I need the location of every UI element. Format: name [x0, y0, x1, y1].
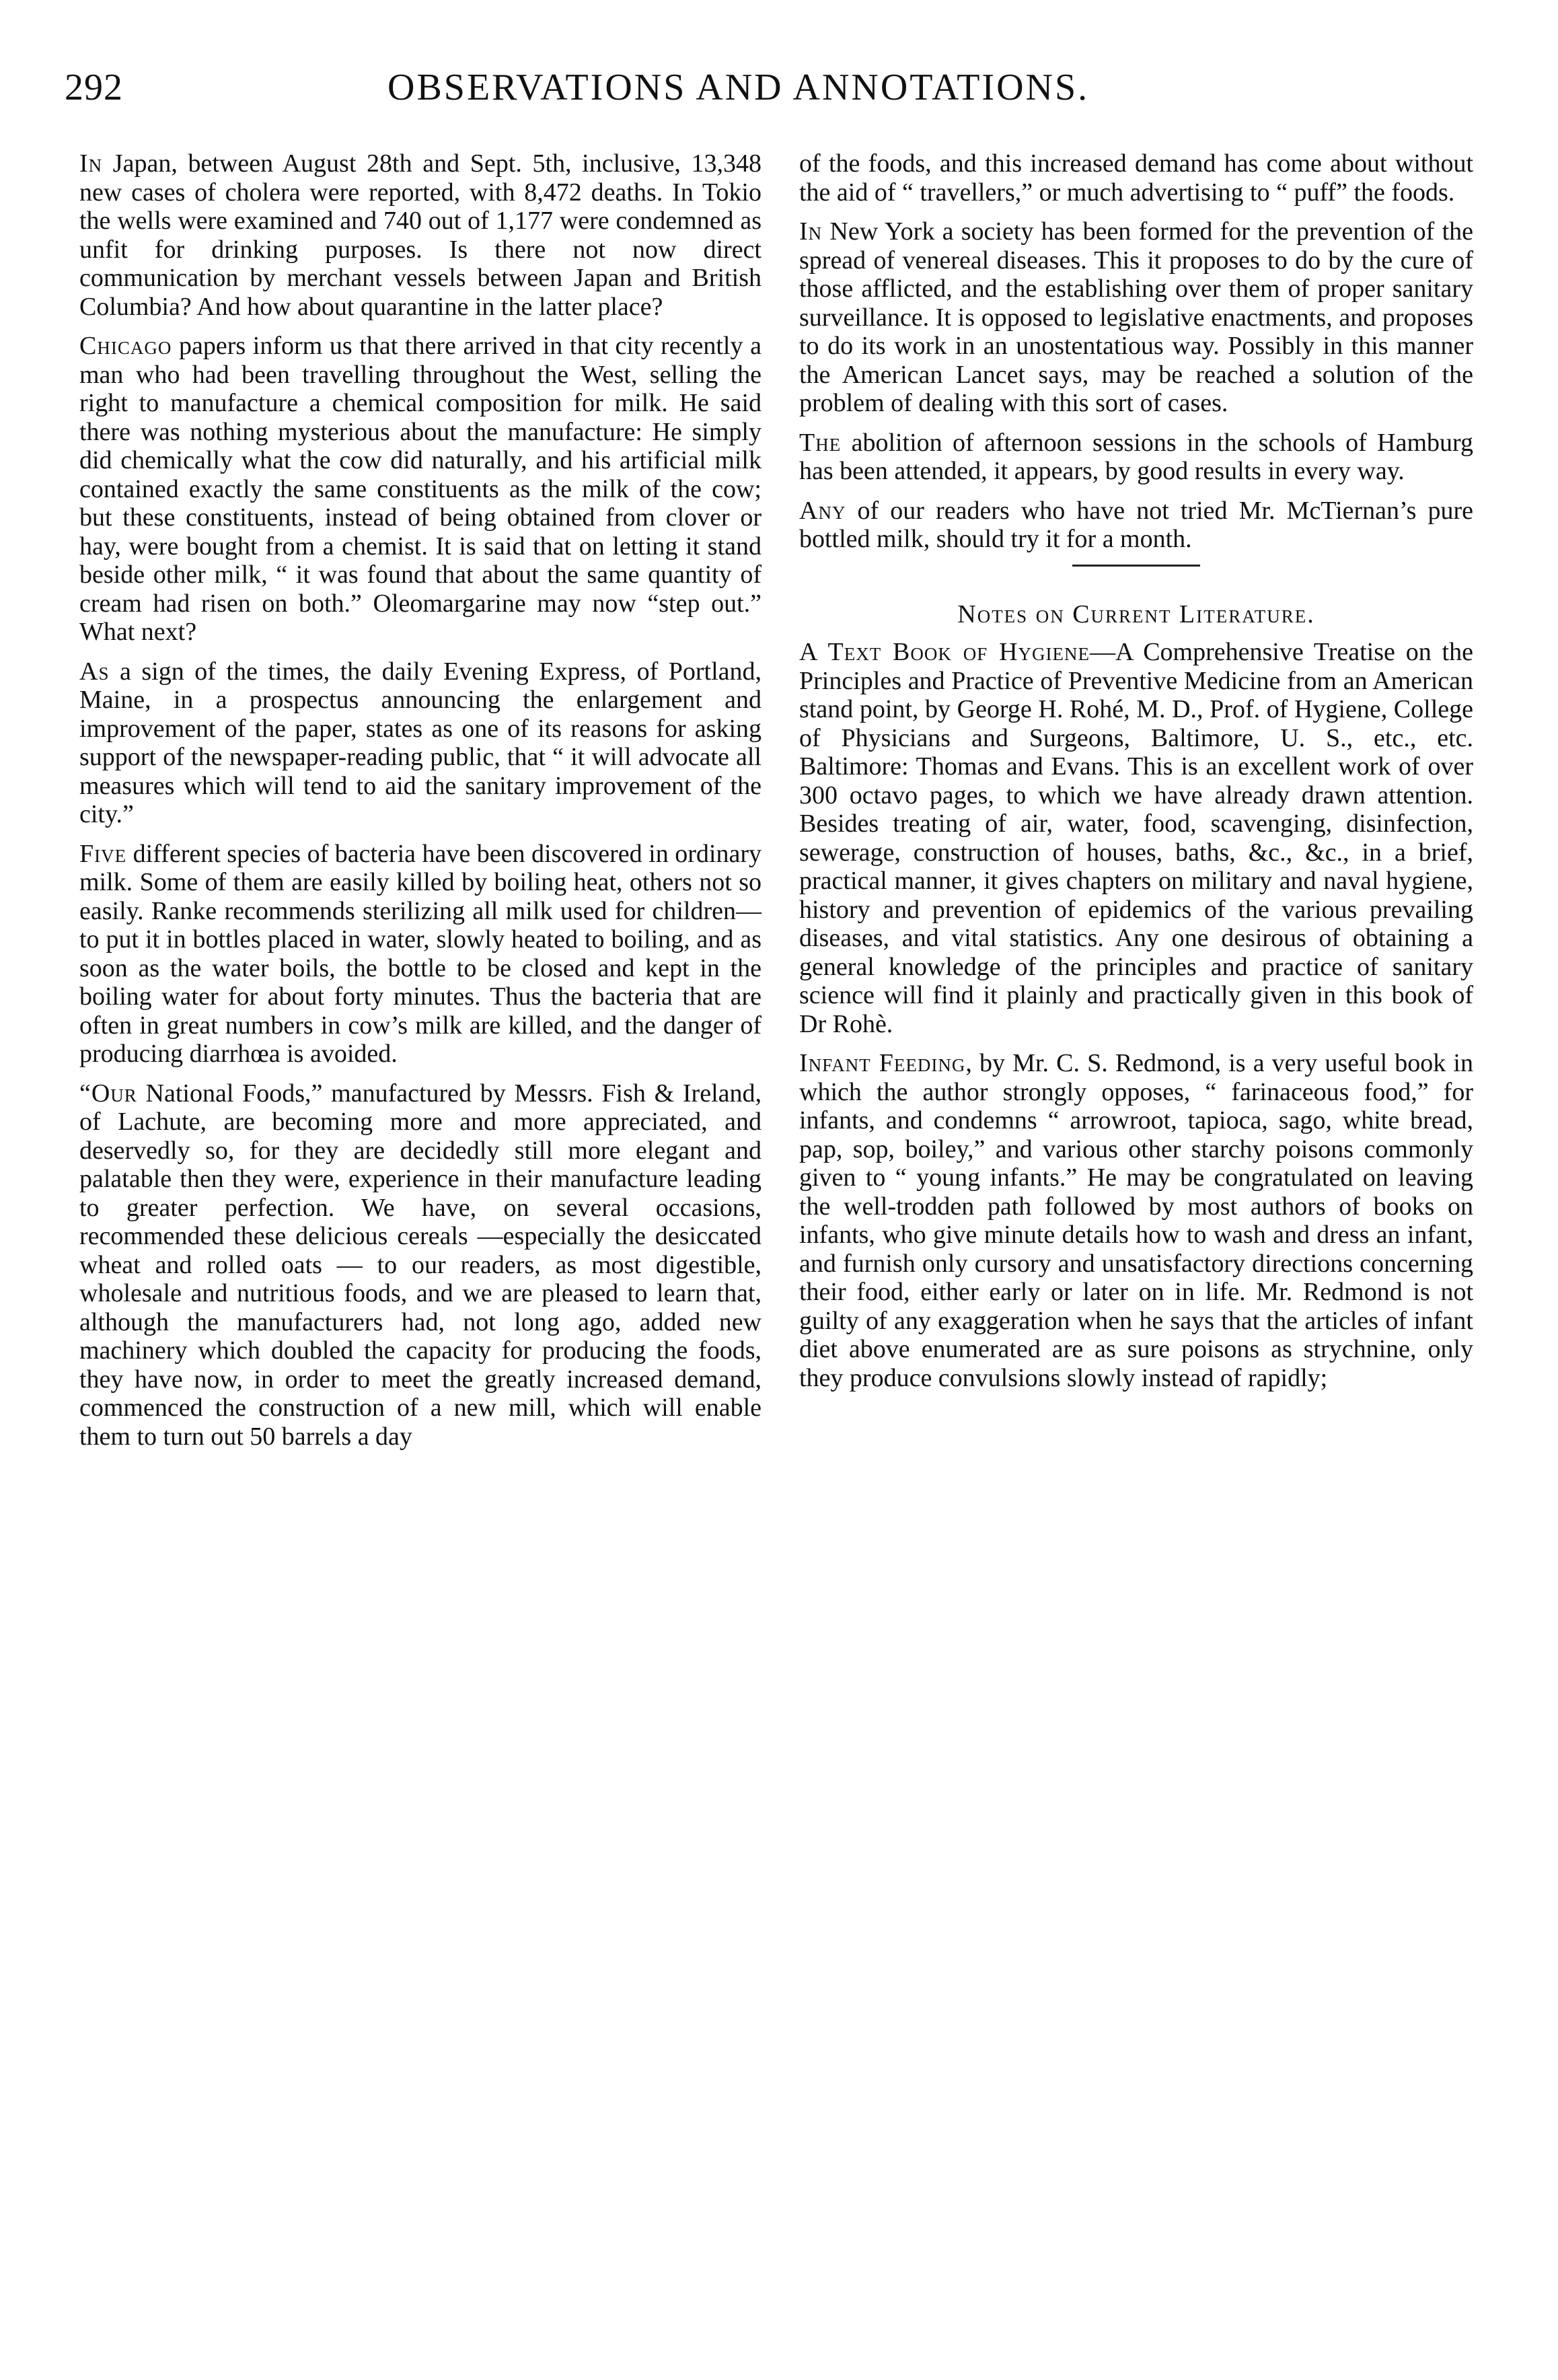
paragraph-new-york-society [799, 217, 1473, 418]
paragraph-chicago-milk [79, 332, 762, 647]
paragraph-lead: As [79, 657, 110, 686]
paragraph-lead: Chicago [79, 332, 172, 360]
paragraph-text: New York a society has been formed for the prevention of the spread of venereal diseases. This it proposes to do by the cure of those afflicted, and the establishing over them of proper sanitary surveillance. It is opposed to legislative enactments, and proposes to do its work in an unostentatious way. Possibly in this manner the American Lancet says, may be reached a solution of the problem of dealing with this sort of cases. [799, 217, 1473, 417]
paragraph-text: different species of bacteria have been discovered in ordinary milk. Some of them are easily killed by boiling heat, others not so easily. Ranke recommends sterilizing all milk used for children—to put it in bottles placed in water, slowly heated to boiling, and as soon as the water boils, the bottle to be closed and kept in the boiling water for about forty minutes. Thus the bacteria that are often in great numbers in cow’s milk are killed, and the danger of producing diarrhœa is avoided. [79, 839, 762, 1068]
page-number: 292 [65, 67, 123, 108]
paragraph-lead: A Text Book of Hygiene [799, 638, 1090, 666]
paragraph-text: of our readers who have not tried Mr. McTiernan’s pure bottled milk, should try it for a month. [799, 496, 1473, 553]
paragraph-text: papers inform us that there arrived in that city recently a man who had been travelling throughout the West, selling the right to manufacture a chemical composition for milk. He said there was nothing mysterious about the manufacture: He simply did chemically what the cow did naturally, and his artificial milk contained exactly the same constituents as the milk of the cow; but these constituents, instead of being obtained from clover or hay, were bought from a chemist. It is said that on letting it stand beside other milk, “ it was found that about the same quantity of cream had risen on both.” Oleomargarine may now “step out.” What next? [79, 332, 762, 646]
section-title: Notes on Current Literature. [957, 600, 1315, 628]
paragraph-text: , by Mr. C. S. Redmond, is a very useful book in which the author strongly opposes, “ farinaceous food,” for infants, and condemns “ arrowroot, tapioca, sago, white bread, pap, sop, boiley,” and various other starchy poisons commonly given to “ young infants.” He may be congratulated on leaving the well-trodden path followed by most authors of books on infants, who give minute details how to wash and dress an infant, and furnish only cursory and unsatisfactory directions concerning their food, either early or later on in life. Mr. Redmond is not guilty of any exaggeration when he says that the articles of infant diet above enumerated are as sure poisons as strychnine, only they produce convulsions slowly instead of rapidly; [799, 1049, 1473, 1392]
paragraph-lead: Any [799, 496, 846, 525]
paragraph-infant-feeding [799, 1049, 1473, 1392]
paragraph-hamburg-schools [799, 429, 1473, 486]
paragraph-lead: Five [79, 839, 127, 868]
paragraph-lead: The [799, 428, 842, 457]
paragraph-text: abolition of afternoon sessions in the schools of Hamburg has been attended, it appears, by good results in every way. [799, 428, 1473, 485]
paragraph-lead: Infant Feeding [799, 1049, 966, 1077]
section-divider [1072, 565, 1200, 567]
paragraph-bacteria-milk [79, 840, 762, 1069]
left-column [79, 149, 762, 1462]
running-title: OBSERVATIONS AND ANNOTATIONS. [387, 67, 1090, 108]
paragraph-text: Japan, between August 28th and Sept. 5th, inclusive, 13,348 new cases of cholera were reported, with 8,472 deaths. In Tokio the wells were examined and 740 out of 1,177 were condemned as unfit for drinking purposes. Is there not now direct communication by merchant vessels between Japan and British Columbia? And how about quarantine in the latter place? [79, 149, 762, 321]
paragraph-hygiene-textbook [799, 638, 1473, 1038]
paragraph-evening-express [79, 657, 762, 829]
page-header [65, 66, 1497, 120]
paragraph-lead: In [79, 149, 103, 178]
paragraph-lead: In [799, 217, 823, 246]
paragraph-continuation: of the foods, and this increased demand has come about without the aid of “ travellers,” or much advertising to “ puff” the foods. [799, 149, 1473, 207]
paragraph-national-foods [79, 1079, 762, 1451]
right-column [799, 149, 1473, 1403]
paragraph-lead: “Our [79, 1079, 137, 1108]
paragraph-text: —A Comprehensive Treatise on the Principles and Practice of Preventive Medicine from an American stand point, by George H. Rohé, M. D., Prof. of Hygiene, College of Physicians and Surgeons, Baltimore, U. S., etc., etc. Baltimore: Thomas and Evans. This is an excellent work of over 300 octavo pages, to which we have already drawn attention. Besides treating of air, water, food, scavenging, disinfection, sewerage, construction of houses, baths, &c., &c., in a brief, practical manner, it gives chapters on military and naval hygiene, history and prevention of epidemics of the various prevailing diseases, and vital statistics. Any one desirous of obtaining a general knowledge of the principles and practice of sanitary science will find it plainly and practically given in this book of Dr Rohè. [799, 638, 1473, 1038]
paragraph-bottled-milk [799, 497, 1473, 554]
paragraph-text: a sign of the times, the daily Evening Express, of Portland, Maine, in a prospectus announcing the enlargement and improvement of the paper, states as one of its reasons for asking support of the newspaper-reading public, that “ it will advocate all measures which will tend to aid the sanitary improvement of the city.” [79, 657, 762, 828]
paragraph-text: National Foods,” manufactured by Messrs. Fish & Ireland, of Lachute, are becoming more and more appreciated, and deservedly so, for they are decidedly still more elegant and palatable then they were, experience in their manufacture leading to greater perfection. We have, on several occasions, recommended these delicious cereals —especially the desiccated wheat and rolled oats — to our readers, as most digestible, wholesale and nutritious foods, and we are pleased to learn that, although the manufacturers had, not long ago, added new machinery which doubled the capacity for producing the foods, they have now, in order to meet the greatly increased demand, commenced the construction of a new mill, which will enable them to turn out 50 barrels a day [79, 1079, 762, 1451]
paragraph-japan-cholera [79, 149, 762, 321]
